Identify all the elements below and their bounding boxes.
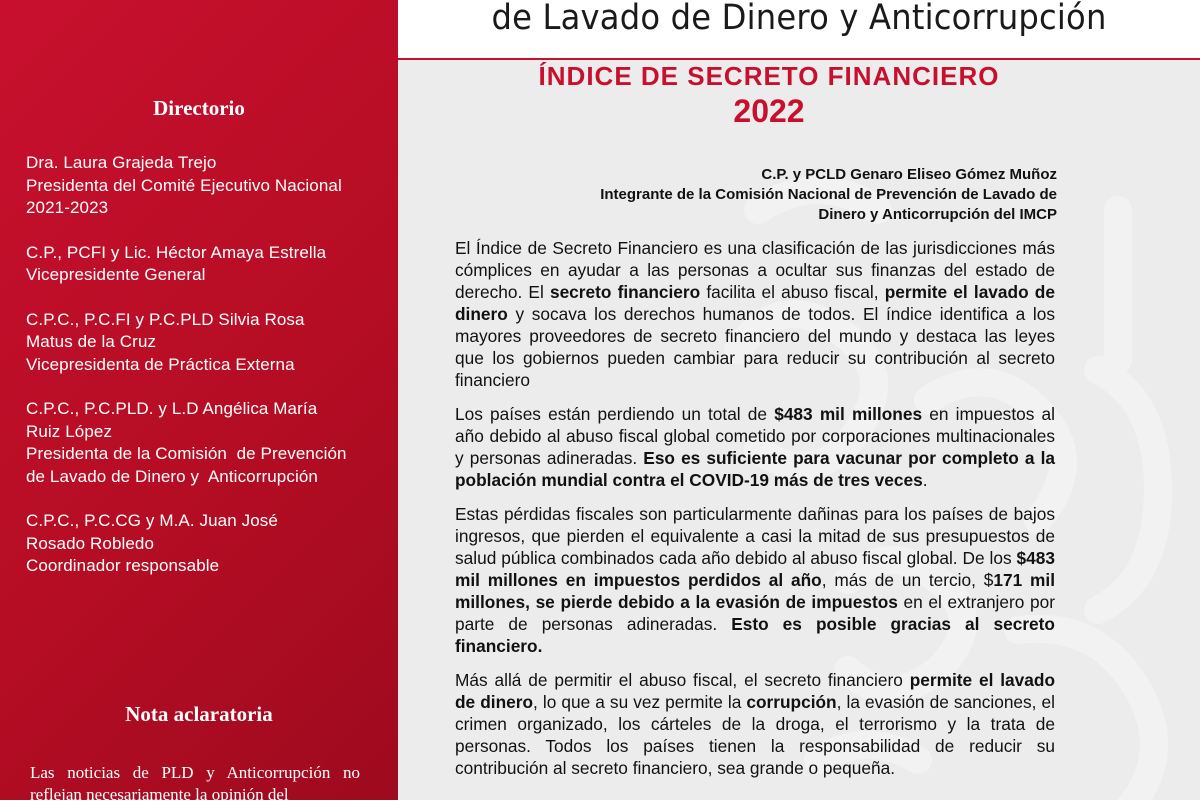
directorio-line: Ruiz López [26, 421, 113, 441]
text-run: . [922, 470, 928, 490]
text-run: y socava los derechos humanos de todos. El índice identifica a los mayores proveedores de secreto financiero del mundo y destaca las leyes que los gobiernos pueden cambiar para reducir su contribución al secreto financiero [455, 304, 1055, 390]
bold-text-run: corrupción [746, 692, 837, 712]
sidebar-panel [0, 0, 398, 804]
bold-text-run: Eso es suficiente para vacunar por completo a la población mundial contra el COVID-19 más de tres veces [455, 448, 1055, 490]
text-run: en el extranjero por parte de personas adineradas. [455, 592, 1056, 634]
text-run: Estas pérdidas fiscales son particularmente dañinas para los países de bajos ingresos, que pierden el equivalente a casi la mitad de sus presupuestos de salud pública combinados cada año debido al abuso fiscal global. De los [455, 504, 1055, 568]
bold-text-run: Esto es posible gracias al secreto financiero. [455, 614, 1055, 656]
directorio-list [26, 152, 386, 600]
directorio-line: Coordinador responsable [26, 556, 220, 575]
directorio-heading: Directorio [153, 96, 245, 120]
article-paragraph [455, 503, 1055, 657]
directorio-line: Vicepresidente General [26, 265, 206, 284]
bold-text-run: 171 mil millones, se pierde debido a la evasión de impuestos [455, 570, 1055, 612]
directorio-entry [26, 152, 386, 220]
directorio-line: Presidenta de la Comisión de Prevención [26, 444, 347, 463]
top-banner [398, 0, 1200, 58]
directorio-line: Vicepresidenta de Práctica Externa [26, 354, 295, 374]
text-run: facilita el abuso fiscal, [700, 282, 885, 302]
article-author-block [600, 165, 1057, 225]
directorio-line: 2021-2023 [26, 198, 109, 217]
nota-aclaratoria-heading: Nota aclaratoria [125, 702, 273, 726]
directorio-line: Presidenta del Comité Ejecutivo Nacional [26, 175, 342, 195]
directorio-entry [26, 242, 386, 287]
bold-text-run: $483 mil millones [774, 404, 923, 424]
text-run: El Índice de Secreto Financiero es una clasificación de las jurisdicciones más cómplices en ayudar a las personas a ocultar sus finanzas del estado de derecho. El [455, 238, 1055, 302]
directorio-entry [26, 309, 386, 377]
article-year: 2022 [733, 93, 805, 129]
text-run: , más de un tercio, $ [821, 570, 994, 590]
text-run: Más allá de permitir el abuso fiscal, el secreto financiero [455, 670, 910, 690]
text-run: en impuestos al año debido al abuso fiscal global cometido por corporaciones multinacionales y personas adineradas. [455, 404, 1055, 468]
article-panel [398, 60, 1200, 800]
text-run: , la evasión de sanciones, el crimen organizado, los cárteles de la droga, el terrorismo y la trata de personas. Todos los países tienen la responsabilidad de reducir su contribución al secreto financiero, sea grande o pequeña. [455, 692, 1055, 778]
bold-text-run: permite el lavado de dinero [455, 670, 1055, 712]
text-run: Los países están perdiendo un total de [455, 404, 775, 424]
author-line: Integrante de la Comisión Nacional de Prevención de Lavado de [600, 186, 1057, 203]
nota-aclaratoria-text: Las noticias de PLD y Anticorrupción no reflejan necesariamente la opinión del [30, 763, 360, 804]
directorio-entry [26, 510, 386, 578]
author-line: Dinero y Anticorrupción del IMCP [818, 206, 1057, 223]
text-run: , lo que a su vez permite la [533, 692, 747, 712]
article-body [455, 237, 1055, 791]
article-paragraph [455, 669, 1055, 779]
directorio-line: C.P.C., P.C.CG y M.A. Juan José [26, 511, 278, 530]
author-line: C.P. y PCLD Genaro Eliseo Gómez Muñoz [761, 166, 1057, 183]
banner-title: de Lavado de Dinero y Anticorrupción [491, 0, 1107, 38]
directorio-line: Rosado Robledo [26, 533, 155, 553]
directorio-line: C.P., PCFI y Lic. Héctor Amaya Estrella [26, 242, 327, 262]
directorio-line: C.P.C., P.C.PLD. y L.D Angélica María [26, 399, 318, 418]
bold-text-run: $483 mil millones en impuestos perdidos al año [455, 548, 1055, 590]
directorio-line: C.P.C., P.C.FI y P.C.PLD Silvia Rosa [26, 309, 305, 329]
directorio-line: Matus de la Cruz [26, 332, 157, 351]
bold-text-run: permite el lavado de dinero [455, 282, 1055, 324]
directorio-line: Dra. Laura Grajeda Trejo [26, 153, 217, 172]
directorio-entry [26, 398, 386, 488]
bold-text-run: secreto financiero [549, 282, 701, 302]
directorio-line: de Lavado de Dinero y Anticorrupción [26, 466, 318, 486]
article-paragraph [455, 403, 1055, 491]
article-title: ÍNDICE DE SECRETO FINANCIERO [538, 61, 1000, 91]
article-paragraph [455, 237, 1055, 391]
